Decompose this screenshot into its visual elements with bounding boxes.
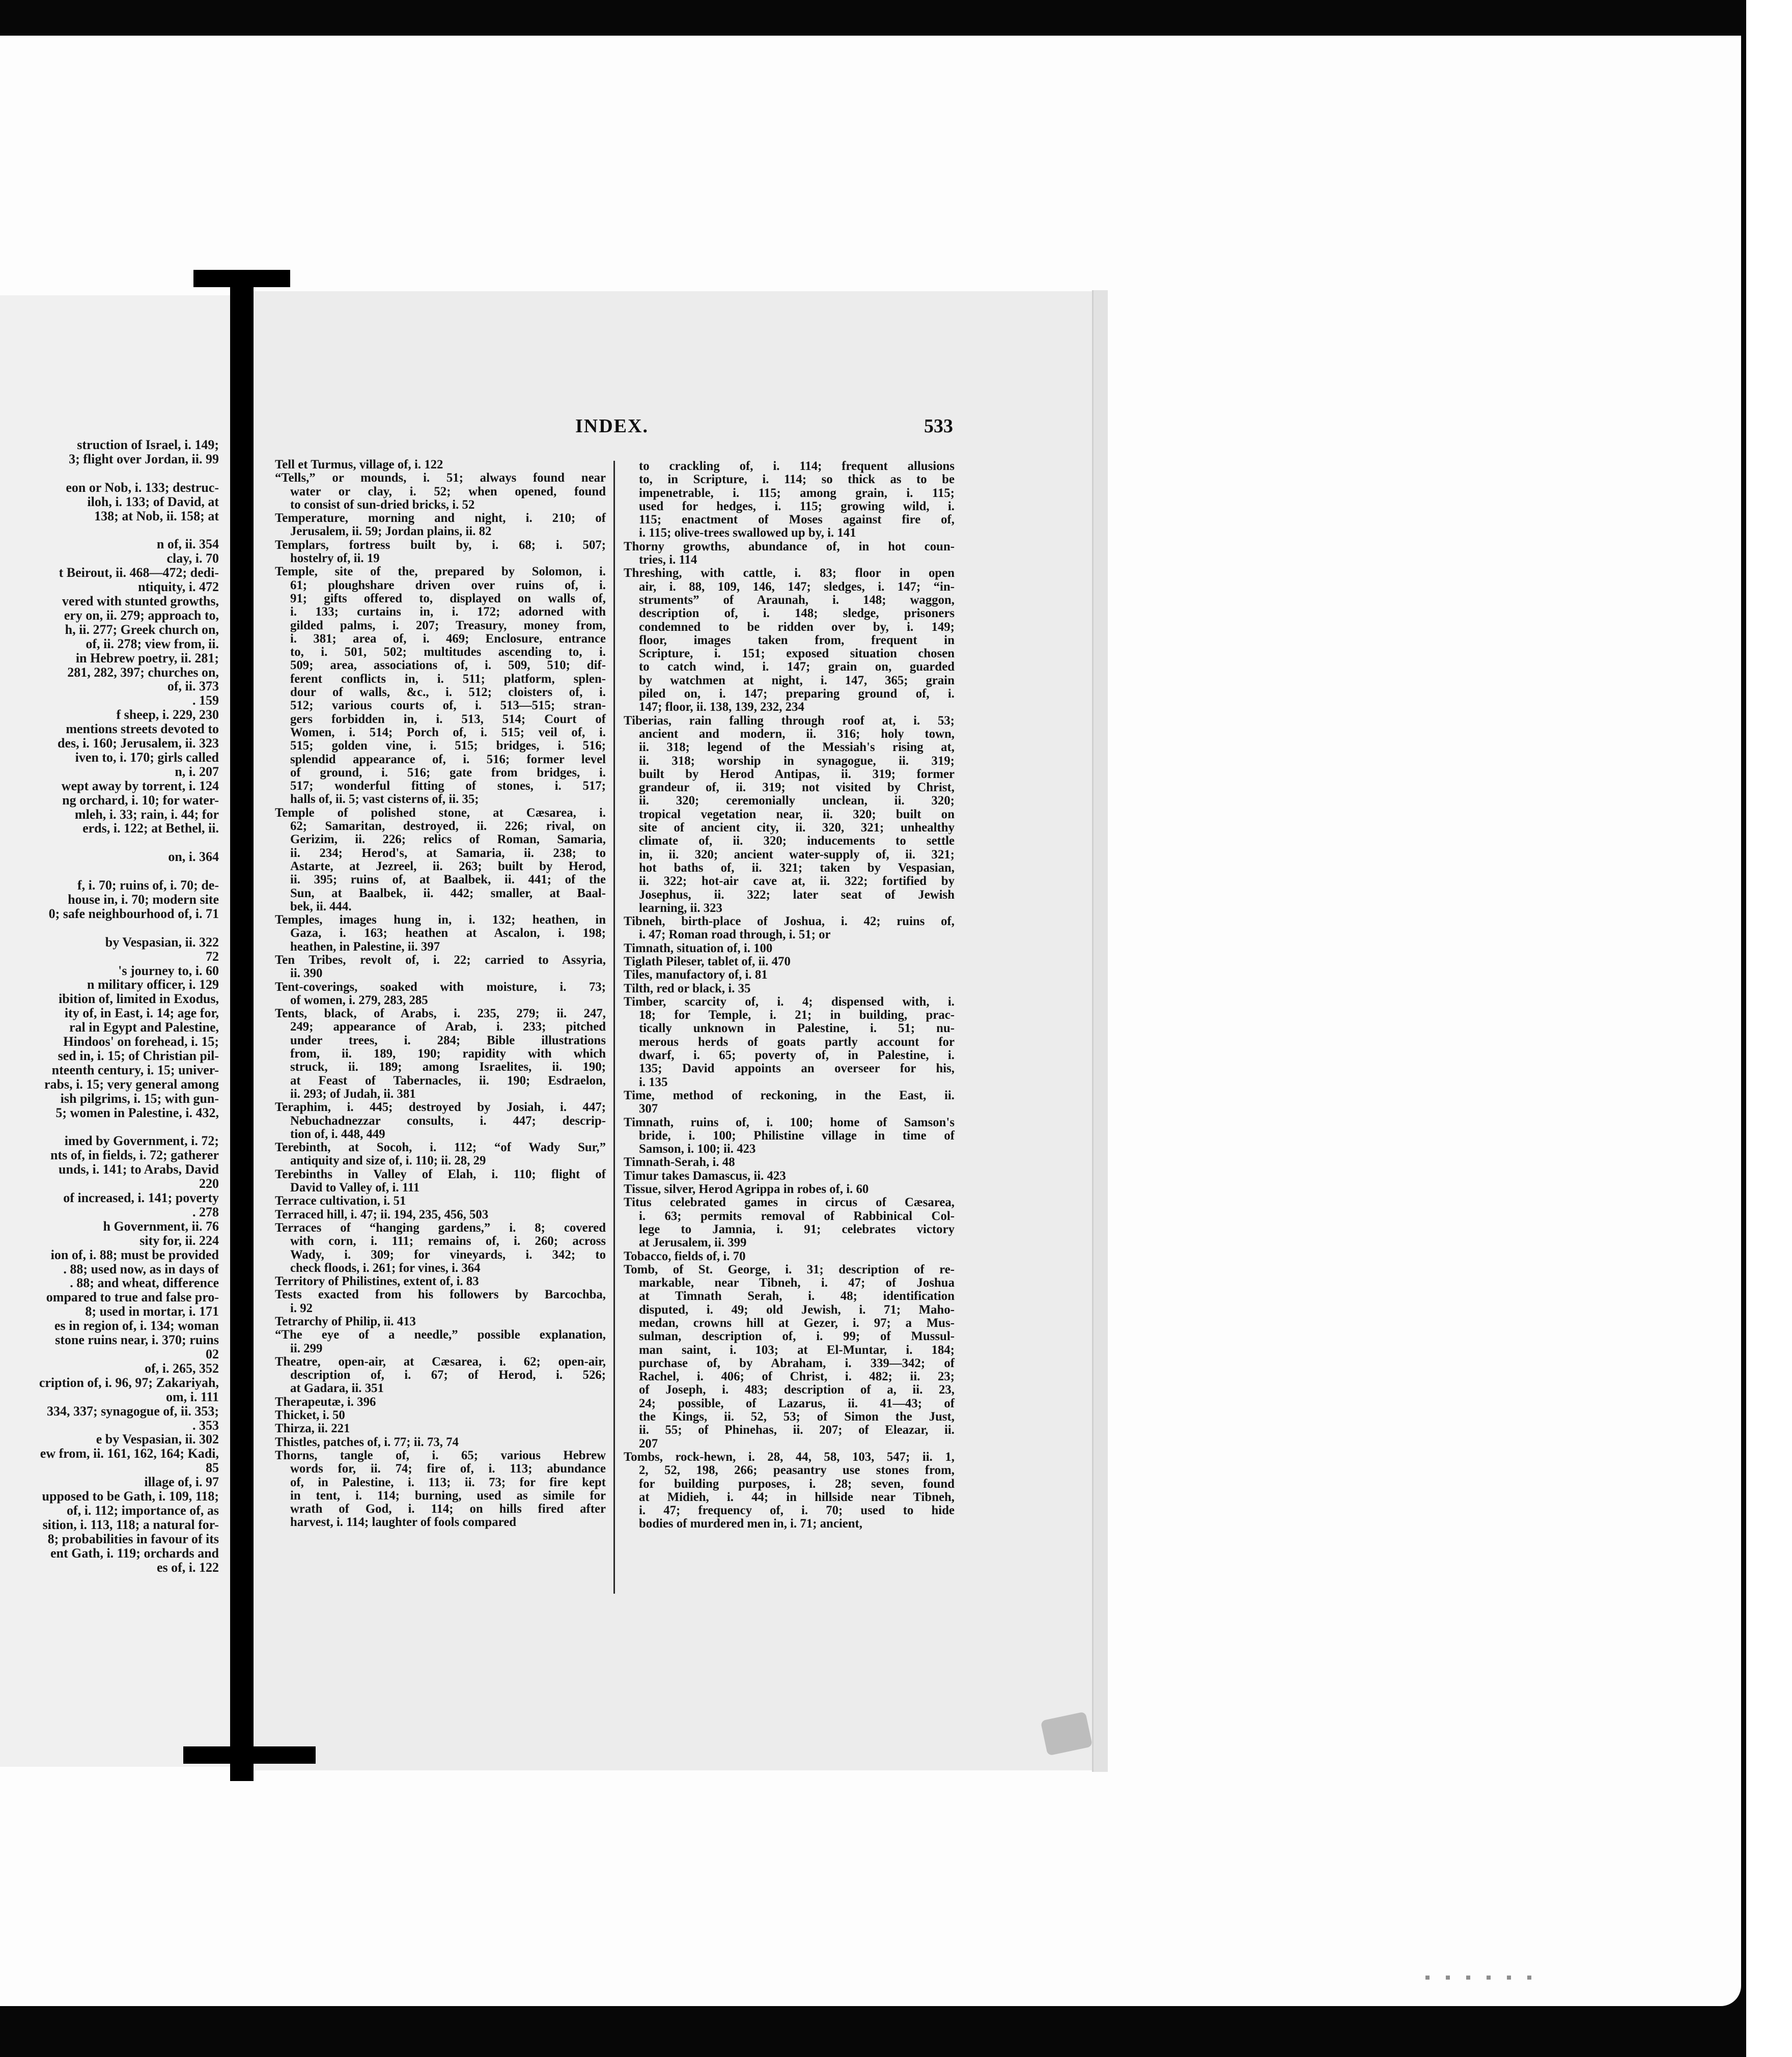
facing-page-line: ion of, i. 88; must be provided (50, 1247, 219, 1262)
facing-page-line: of, i. 265, 352 (145, 1361, 219, 1376)
index-entry-line: water or clay, i. 52; when opened, found (290, 484, 606, 498)
index-entry-line: i. 133; curtains in, i. 172; adorned with (290, 605, 606, 619)
index-entry-line: 62; Samaritan, destroyed, ii. 226; rival, on (290, 819, 606, 833)
index-entry-line: Tetrarchy of Philip, ii. 413 (275, 1315, 416, 1328)
index-entry-line: ii. 318; legend of the Messiah's rising at, (639, 740, 955, 755)
index-entry-line: Tiberias, rain falling through roof at, i. 53; (624, 713, 955, 728)
index-entry-line: words for, ii. 74; fire of, i. 113; abundance (290, 1462, 606, 1476)
index-entry-line: of Joseph, i. 483; description of a, ii. 23, (639, 1383, 955, 1397)
index-entry-line: ii. 234; Herod's, at Samaria, ii. 238; to (290, 846, 606, 860)
facing-page-line: 281, 282, 397; churches on, (67, 665, 219, 680)
facing-page-line: 72 (206, 949, 219, 964)
index-entry-line: Tell et Turmus, village of, i. 122 (275, 458, 443, 471)
index-entry-line: medan, crowns hill at Gezer, i. 97; a Mus- (639, 1316, 955, 1330)
facing-page-line: rabs, i. 15; very general among (44, 1077, 219, 1092)
index-entry-line: Thorny growths, abundance of, in hot coun- (624, 539, 955, 553)
index-entry-line: bodies of murdered men in, i. 71; ancient, (639, 1517, 862, 1531)
index-entry-line: from, ii. 189, 190; rapidity with which (290, 1047, 606, 1061)
index-entry-line: Temperature, morning and night, i. 210; of (275, 511, 606, 525)
index-entry-line: Nebuchadnezzar consults, i. 447; descrip- (290, 1114, 606, 1128)
index-entry-line: markable, near Tibneh, i. 47; of Joshua (639, 1276, 955, 1290)
index-entry-line: to catch wind, i. 147; grain on, guarded (639, 660, 955, 674)
index-entry-line: Timur takes Damascus, ii. 423 (624, 1169, 786, 1183)
facing-page-line: wept away by torrent, i. 124 (61, 779, 219, 793)
facing-page-line: by Vespasian, ii. 322 (105, 935, 219, 950)
index-entry-line: ii. 322; hot-air cave at, ii. 322; fortified by (639, 874, 955, 888)
index-column-right (624, 460, 955, 1531)
index-entry-line: at Gadara, ii. 351 (290, 1381, 384, 1396)
index-entry-line: ii. 293; of Judah, ii. 381 (290, 1087, 416, 1101)
facing-page-line: of, ii. 278; view from, ii. (86, 636, 219, 651)
index-entry-line: Tombs, rock-hewn, i. 28, 44, 58, 103, 547; ii. 1, (624, 1450, 955, 1464)
index-entry-line: learning, ii. 323 (639, 901, 722, 915)
index-entry-line: tries, i. 114 (639, 553, 697, 567)
scan-specks (1425, 1976, 1537, 1980)
index-entry-line: splendid appearance of, i. 516; former level (290, 752, 606, 766)
index-entry-line: ii. 299 (290, 1341, 323, 1355)
facing-page-line: ew from, ii. 161, 162, 164; Kadi, (40, 1447, 219, 1461)
index-entry-line: Terebinth, at Socoh, i. 112; “of Wady Sur,” (275, 1141, 606, 1155)
index-entry-line: Terrace cultivation, i. 51 (275, 1194, 406, 1208)
facing-page-column (0, 438, 219, 1575)
index-entry-line: ii. 320; ceremonially unclean, ii. 320; (639, 794, 955, 808)
index-entry-line: Templars, fortress built by, i. 68; i. 507; (275, 538, 606, 552)
index-entry-line: Tiglath Pileser, tablet of, ii. 470 (624, 954, 791, 968)
facing-page-line: vered with stunted growths, (62, 594, 219, 608)
index-entry-line: ii. 318; worship in synagogue, ii. 319; (639, 754, 955, 768)
index-entry-line: dour of walls, &c., i. 512; cloisters of, i. (290, 685, 606, 700)
facing-page-line: eon or Nob, i. 133; destruc- (66, 480, 219, 495)
index-entry-line: condemned to be ridden over by, i. 149; (639, 620, 955, 634)
index-entry-line: 147; floor, ii. 138, 139, 232, 234 (639, 700, 804, 714)
index-entry-line: Threshing, with cattle, i. 83; floor in open (624, 566, 955, 580)
index-entry-line: impenetrable, i. 115; among grain, i. 115; (639, 486, 955, 500)
index-entry-line: i. 115; olive-trees swallowed up by, i. 141 (639, 526, 856, 540)
index-entry-line: 18; for Temple, i. 21; in building, prac- (639, 1008, 955, 1022)
index-entry-line: grandeur of, ii. 319; not visited by Christ, (639, 781, 955, 795)
index-entry-line: wrath of God, i. 114; on hills fired after (290, 1502, 606, 1516)
facing-page-line: sity for, ii. 224 (139, 1233, 219, 1248)
facing-page-line: ompared to true and false pro- (46, 1290, 219, 1305)
index-entry-line: Tiles, manufactory of, i. 81 (624, 968, 768, 982)
index-entry-line: i. 47; Roman road through, i. 51; or (639, 928, 831, 942)
facing-page-line: ent Gath, i. 119; orchards and (50, 1546, 219, 1561)
facing-page-line: cription of, i. 96, 97; Zakariyah, (39, 1375, 219, 1390)
facing-page-line (0, 466, 219, 481)
index-entry-line: bride, i. 100; Philistine village in time of (639, 1128, 955, 1143)
index-entry-line: Tomb, of St. George, i. 31; description of re- (624, 1262, 955, 1276)
index-entry-line: Time, method of reckoning, in the East, ii. (624, 1088, 955, 1102)
index-entry-line: Thirza, ii. 221 (275, 1422, 350, 1436)
index-entry-line: Timnath, situation of, i. 100 (624, 941, 773, 955)
facing-page-line: des, i. 160; Jerusalem, ii. 323 (57, 736, 219, 750)
index-entry-line: 515; golden vine, i. 515; bridges, i. 516; (290, 739, 606, 753)
facing-page-line: . 159 (192, 693, 219, 708)
facing-page-line: 334, 337; synagogue of, ii. 353; (47, 1404, 219, 1419)
index-entry-line: Josephus, ii. 322; later seat of Jewish (639, 887, 955, 902)
facing-page-line: of, i. 112; importance of, as (67, 1503, 219, 1518)
facing-page (0, 295, 239, 1767)
facing-page-line: n military officer, i. 129 (87, 978, 219, 992)
index-entry-line: 115; enactment of Moses against fire of, (639, 513, 955, 527)
index-entry-line: Tissue, silver, Herod Agrippa in robes of, i. 60 (624, 1182, 869, 1197)
facing-page-line: om, i. 111 (165, 1389, 219, 1404)
facing-page-line: . 88; used now, as in days of (63, 1262, 219, 1276)
index-entry-line: Theatre, open-air, at Cæsarea, i. 62; open-air, (275, 1354, 606, 1369)
facing-page-line: . 278 (192, 1205, 219, 1219)
index-entry-line: 91; gifts offered to, displayed on walls of, (290, 591, 606, 605)
index-entry-line: “The eye of a needle,” possible explanation, (275, 1328, 606, 1342)
index-entry-line: Temples, images hung in, i. 132; heathen, in (275, 913, 606, 927)
index-entry-line: Terraced hill, i. 47; ii. 194, 235, 456, 503 (275, 1207, 489, 1221)
index-entry-line: 135; David appoints an overseer for his, (639, 1062, 955, 1076)
index-entry-line: built by Herod Antipas, ii. 319; former (639, 767, 955, 781)
index-entry-line: purchase of, by Abraham, i. 339—342; of (639, 1356, 955, 1370)
index-entry-line: description of, i. 67; of Herod, i. 526; (290, 1368, 606, 1382)
facing-page-line: . 353 (192, 1418, 219, 1433)
facing-page-line: 85 (206, 1461, 219, 1476)
facing-page-line: sition, i. 113, 118; a natural for- (42, 1517, 219, 1532)
facing-page-line: ntiquity, i. 472 (138, 580, 219, 594)
facing-page-line: house in, i. 70; modern site (68, 893, 219, 907)
facing-page-line: erds, i. 122; at Bethel, ii. (82, 821, 219, 836)
index-entry-line: Tests exacted from his followers by Barcochba, (275, 1288, 606, 1302)
index-entry-line: Temple of polished stone, at Cæsarea, i. (275, 805, 606, 820)
index-entry-line: piled on, i. 147; preparing ground of, i. (639, 687, 955, 701)
facing-page-line: ral in Egypt and Palestine, (69, 1020, 219, 1035)
facing-page-line: 3; flight over Jordan, ii. 99 (69, 452, 219, 466)
index-entry-line: Titus celebrated games in circus of Cæsarea, (624, 1196, 955, 1210)
facing-page-line: iloh, i. 133; of David, at (87, 494, 219, 509)
index-entry-line: halls of, ii. 5; vast cisterns of, ii. 35; (290, 792, 479, 807)
facing-page-line: ish pilgrims, i. 15; with gun- (60, 1091, 219, 1106)
facing-page-line: . 88; and wheat, difference (70, 1276, 219, 1291)
facing-page-line: 0; safe neighbourhood of, i. 71 (48, 906, 219, 921)
index-entry-line: lege to Jamnia, i. 91; celebrates victory (639, 1222, 955, 1236)
index-entry-line: Terebinths in Valley of Elah, i. 110; flight of (275, 1167, 606, 1181)
index-column-left (275, 458, 606, 1530)
index-entry-line: to consist of sun-dried bricks, i. 52 (290, 497, 475, 512)
facing-page-line (0, 1120, 219, 1134)
facing-page-line (0, 864, 219, 878)
index-entry-line: at Jerusalem, ii. 399 (639, 1236, 747, 1250)
index-entry-line: hot baths of, ii. 321; taken by Vespasian, (639, 860, 955, 875)
facing-page-line: iven to, i. 170; girls called (75, 750, 219, 765)
index-entry-line: for building purposes, i. 28; seven, found (639, 1477, 955, 1491)
index-entry-line: 2, 52, 198, 266; peasantry use stones from, (639, 1463, 955, 1478)
index-entry-line: Ten Tribes, revolt of, i. 22; carried to Assyria, (275, 953, 606, 967)
facing-page-line: imed by Government, i. 72; (64, 1134, 219, 1149)
index-entry-line: tically unknown in Palestine, i. 51; nu- (639, 1021, 955, 1036)
facing-page-line: f sheep, i. 229, 230 (116, 708, 219, 722)
facing-page-line: nts of, in fields, i. 72; gatherer (50, 1148, 219, 1163)
index-entry-line: struments” of Araunah, i. 148; waggon, (639, 593, 955, 607)
facing-page-line: h Government, ii. 76 (103, 1219, 219, 1234)
facing-page-line: n, i. 207 (175, 764, 219, 779)
facing-page-line: 8; used in mortar, i. 171 (85, 1304, 219, 1319)
index-entry-line: air, i. 88, 109, 146, 147; sledges, i. 147; “in- (639, 579, 955, 594)
index-entry-line: Rachel, i. 406; of Christ, i. 482; ii. 23; (639, 1370, 955, 1384)
index-entry-line: Tents, black, of Arabs, i. 235, 279; ii. 247, (275, 1007, 606, 1021)
index-entry-line: 24; possible, of Lazarus, ii. 41—43; of (639, 1396, 955, 1410)
facing-page-line (0, 921, 219, 935)
index-entry-line: Teraphim, i. 445; destroyed by Josiah, i. 447; (275, 1100, 606, 1115)
facing-page-line: ery on, ii. 279; approach to, (64, 608, 219, 623)
index-entry-line: hostelry of, ii. 19 (290, 551, 380, 566)
index-entry-line: ancient and modern, ii. 316; holy town, (639, 727, 955, 741)
index-entry-line: Astarte, at Jezreel, ii. 263; built by Herod, (290, 859, 606, 873)
index-entry-line: Women, i. 514; Porch of, i. 515; veil of, i. (290, 725, 606, 739)
index-entry-line: by watchmen at night, i. 147, 365; grain (639, 673, 955, 687)
facing-page-line: 's journey to, i. 60 (118, 963, 219, 978)
index-entry-line: David to Valley of, i. 111 (290, 1181, 420, 1195)
page-edge (1092, 290, 1108, 1772)
index-entry-line: with corn, i. 111; remains of, i. 260; across (290, 1234, 606, 1248)
facing-page-line: mleh, i. 33; rain, i. 44; for (74, 807, 219, 822)
facing-page-line: es in region of, i. 134; woman (54, 1319, 219, 1333)
index-entry-line: Territory of Philistines, extent of, i. 83 (275, 1274, 479, 1289)
index-entry-line: man saint, i. 103; at El-Muntar, i. 184; (639, 1343, 955, 1357)
index-entry-line: antiquity and size of, i. 110; ii. 28, 29 (290, 1154, 486, 1168)
index-entry-line: Thorns, tangle of, i. 65; various Hebrew (275, 1448, 606, 1462)
index-entry-line: Timnath, ruins of, i. 100; home of Samson's (624, 1115, 955, 1129)
facing-page-line: in Hebrew poetry, ii. 281; (75, 651, 219, 665)
facing-page-line: t Beirout, ii. 468—472; dedi- (59, 566, 219, 580)
facing-page-line: of increased, i. 141; poverty (63, 1191, 219, 1205)
facing-page-line: f, i. 70; ruins of, i. 70; de- (77, 878, 219, 893)
index-entry-line: Tent-coverings, soaked with moisture, i. 73; (275, 980, 606, 994)
index-entry-line: harvest, i. 114; laughter of fools compared (290, 1515, 517, 1530)
index-entry-line: i. 381; area of, i. 469; Enclosure, entrance (290, 631, 606, 646)
column-rule (613, 461, 615, 1594)
index-entry-line: in, ii. 320; ancient water-supply of, ii. 321; (639, 847, 955, 861)
facing-page-line: e by Vespasian, ii. 302 (96, 1432, 219, 1447)
index-entry-line: i. 47; frequency of, i. 70; used to hide (639, 1504, 955, 1518)
facing-page-line: Hindoos' on forehead, i. 15; (63, 1035, 219, 1049)
index-entry-line: Tobacco, fields of, i. 70 (624, 1249, 746, 1263)
index-entry-line: of ground, i. 516; gate from bridges, i. (290, 765, 606, 780)
index-entry-line: 509; area, associations of, i. 509, 510; dif- (290, 658, 606, 673)
index-entry-line: gers forbidden in, i. 513, 514; Court of (290, 712, 606, 726)
index-entry-line: climate of, ii. 320; inducements to settle (639, 834, 955, 848)
index-entry-line: Temple, site of the, prepared by Solomon, i. (275, 565, 606, 579)
index-entry-line: Thistles, patches of, i. 77; ii. 73, 74 (275, 1435, 459, 1449)
index-entry-line: the Kings, ii. 52, 53; of Simon the Just, (639, 1410, 955, 1424)
facing-page-line: clay, i. 70 (166, 551, 219, 566)
facing-page-line (0, 836, 219, 850)
index-entry-line: Timnath-Serah, i. 48 (624, 1155, 735, 1170)
index-entry-line: heathen, in Palestine, ii. 397 (290, 939, 440, 954)
index-entry-line: of women, i. 279, 283, 285 (290, 993, 428, 1007)
index-entry-line: Gaza, i. 163; heathen at Ascalon, i. 198; (290, 926, 606, 940)
facing-page-line: unds, i. 141; to Arabs, David (59, 1162, 219, 1177)
facing-page-line: 5; women in Palestine, i. 432, (55, 1105, 219, 1120)
index-entry-line: 512; various courts of, i. 513—515; stran- (290, 699, 606, 713)
index-entry-line: 307 (639, 1102, 658, 1116)
facing-page-line: on, i. 364 (168, 850, 219, 865)
index-entry-line: i. 63; permits removal of Rabbinical Col- (639, 1209, 955, 1223)
index-entry-line: Wady, i. 309; for vineyards, i. 342; to (290, 1247, 606, 1262)
index-entry-line: Thicket, i. 50 (275, 1408, 345, 1423)
index-entry-line: under trees, i. 284; Bible illustrations (290, 1033, 606, 1047)
index-entry-line: merous herds of goats partly account for (639, 1035, 955, 1049)
index-entry-line: floor, images taken from, frequent in (639, 633, 955, 647)
index-entry-line: description of, i. 148; sledge, prisoners (639, 606, 955, 621)
index-entry-line: tion of, i. 448, 449 (290, 1127, 385, 1141)
facing-page-line: of, ii. 373 (167, 679, 219, 694)
facing-page-line: struction of Israel, i. 149; (77, 438, 219, 452)
index-entry-line: Therapeutæ, i. 396 (275, 1395, 376, 1409)
index-entry-line: at Midieh, i. 44; in hillside near Tibneh, (639, 1490, 955, 1504)
facing-page-line: 8; probabilities in favour of its (47, 1532, 219, 1546)
index-entry-line: 249; appearance of Arab, i. 233; pitched (290, 1020, 606, 1034)
index-entry-line: bek, ii. 444. (290, 899, 352, 913)
facing-page-line: es of, i. 122 (156, 1560, 219, 1575)
index-entry-line: tropical vegetation near, ii. 320; built on (639, 807, 955, 821)
index-entry-line: ferent conflicts in, i. 511; platform, splen- (290, 672, 606, 686)
binding-clamp-top (193, 270, 290, 287)
index-entry-line: Samson, i. 100; ii. 423 (639, 1142, 756, 1156)
facing-page-line: sed in, i. 15; of Christian pil- (58, 1048, 219, 1063)
facing-page-line: upposed to be Gath, i. 109, 118; (42, 1489, 219, 1504)
facing-page-line: 220 (199, 1177, 219, 1191)
index-entry-line: 207 (639, 1436, 658, 1451)
index-entry-line: to, i. 501, 502; multitudes ascending to, i. (290, 645, 606, 659)
index-entry-line: check floods, i. 261; for vines, i. 364 (290, 1261, 481, 1275)
index-entry-line: ii. 55; of Phinehas, ii. 207; of Eleazar, ii. (639, 1423, 955, 1437)
index-entry-line: in tent, i. 114; burning, used as simile for (290, 1488, 606, 1503)
facing-page-line: 02 (206, 1347, 219, 1361)
index-entry-line: to crackling of, i. 114; frequent allusions (639, 459, 955, 473)
index-entry-line: Tilth, red or black, i. 35 (624, 981, 751, 995)
facing-page-line: n of, ii. 354 (156, 537, 219, 552)
index-entry-line: at Timnath Serah, i. 48; identification (639, 1289, 955, 1303)
index-entry-line: sulman, description of, i. 99; of Mussul- (639, 1329, 955, 1344)
index-entry-line: Gerizim, ii. 226; relics of Roman, Samaria, (290, 832, 606, 847)
index-entry-line: “Tells,” or mounds, i. 51; always found near (275, 471, 606, 485)
running-head: INDEX. (575, 415, 649, 437)
index-entry-line: ii. 395; ruins of, at Baalbek, ii. 441; of the (290, 873, 606, 887)
index-entry-line: dwarf, i. 65; poverty of, in Palestine, i. (639, 1048, 955, 1063)
facing-page-line: mentions streets devoted to (66, 722, 219, 737)
index-entry-line: gilded palms, i. 207; Treasury, money from, (290, 618, 606, 632)
index-entry-line: disputed, i. 49; old Jewish, i. 71; Maho- (639, 1302, 955, 1317)
index-entry-line: Sun, at Baalbek, ii. 442; smaller, at Baal- (290, 886, 606, 900)
facing-page-line (0, 523, 219, 537)
facing-page-line: ibition of, limited in Exodus, (59, 992, 219, 1007)
index-entry-line: Scripture, i. 151; exposed situation chosen (639, 647, 955, 661)
facing-page-line: illage of, i. 97 (144, 1475, 219, 1490)
index-entry-line: Terraces of “hanging gardens,” i. 8; covered (275, 1220, 606, 1235)
index-entry-line: of, in Palestine, i. 113; ii. 73; for fire kept (290, 1475, 606, 1489)
index-entry-line: 517; wonderful fitting of stones, i. 517; (290, 779, 606, 793)
facing-page-line: ity of, in East, i. 14; age for, (64, 1006, 219, 1021)
binding-clamp-bottom (183, 1746, 316, 1764)
index-entry-line: struck, ii. 189; among Israelites, ii. 190; (290, 1060, 606, 1074)
index-entry-line: Tibneh, birth-place of Joshua, i. 42; ruins of, (624, 914, 955, 929)
facing-page-line: stone ruins near, i. 370; ruins (55, 1333, 219, 1347)
index-entry-line: ii. 390 (290, 966, 323, 981)
index-entry-line: i. 135 (639, 1075, 668, 1089)
index-entry-line: Jerusalem, ii. 59; Jordan plains, ii. 82 (290, 524, 492, 539)
facing-page-line: ng orchard, i. 10; for water- (62, 793, 219, 808)
facing-page-line: h, ii. 277; Greek church on, (65, 622, 219, 637)
index-entry-line: i. 92 (290, 1301, 313, 1315)
index-entry-line: Timber, scarcity of, i. 4; dispensed with, i. (624, 994, 955, 1009)
facing-page-line: 138; at Nob, ii. 158; at (94, 509, 219, 523)
index-entry-line: to, in Scripture, i. 114; so thick as to be (639, 472, 955, 487)
index-entry-line: 61; ploughshare driven over ruins of, i. (290, 578, 606, 592)
index-entry-line: site of ancient city, ii. 320, 321; unhealthy (639, 821, 955, 835)
facing-page-line: nteenth century, i. 15; univer- (51, 1063, 219, 1077)
page-number: 533 (924, 415, 953, 437)
index-entry-line: used for hedges, i. 115; growing wild, i. (639, 499, 955, 513)
index-entry-line: at Feast of Tabernacles, ii. 190; Esdraelon, (290, 1073, 606, 1088)
binding-bar (230, 279, 254, 1781)
